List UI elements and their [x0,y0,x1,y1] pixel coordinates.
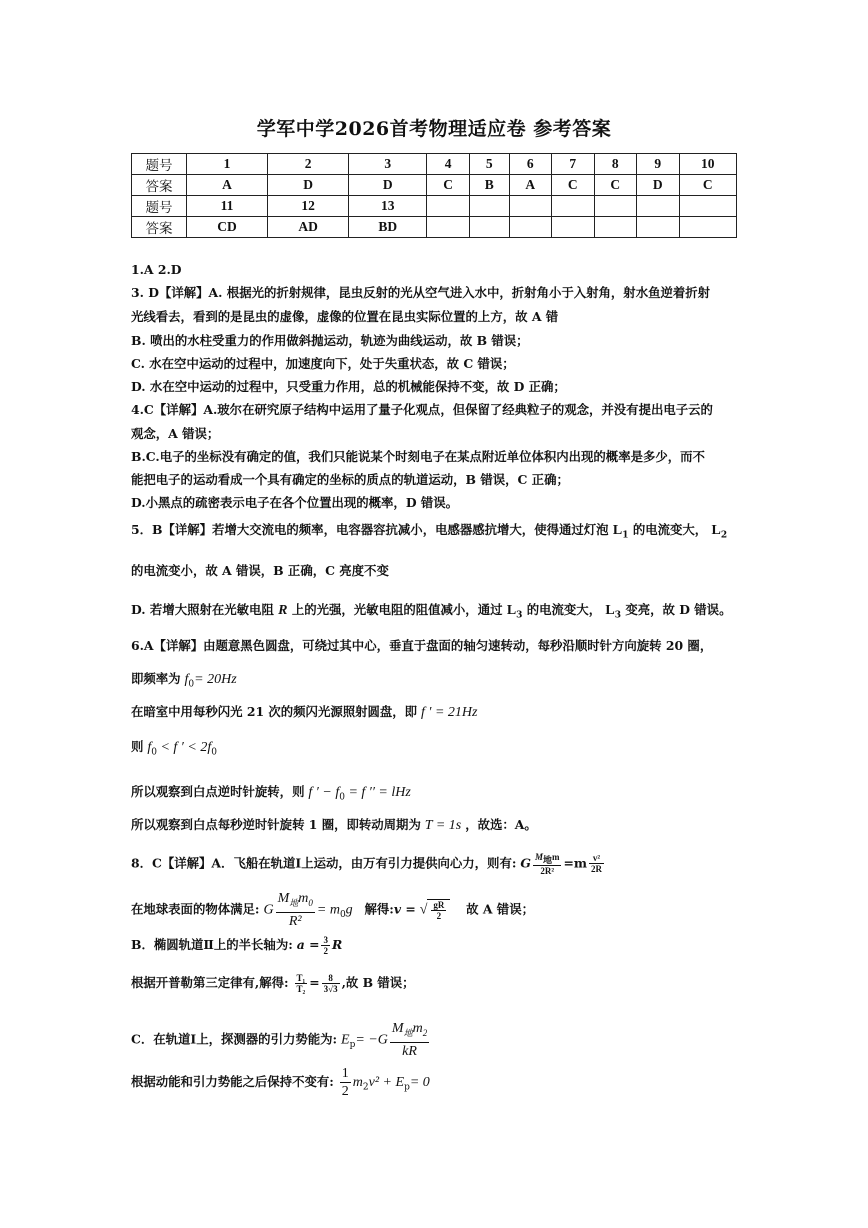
answer-table-row [132,196,737,217]
answer-table-header-cell: 答案 [132,217,187,238]
answer-table-row [132,154,737,175]
q4-line-3: B.C.电子的坐标没有确定的值，我们只能说某个时刻电子在某点附近单位体积内出现的概率是多少，而不 [131,449,705,464]
q3-line-d: D. 水在空中运动的过程中，只受重力作用，总的机械能保持不变，故 D 正确； [131,379,566,394]
q8-line-4: 根据开普勒第三定律有,解得: $\frac{\text{T₁}}{\text{T₂}}$ = $\frac{8}{3√3}$ ,故 B 错误； [131,973,415,994]
answer-table-cell: D [349,175,427,196]
answer-table-cell: D [637,175,680,196]
answer-table-cell [509,217,552,238]
answer-table-cell: C [427,175,470,196]
answer-table-cell: 8 [594,154,637,175]
answer-table-cell [469,217,509,238]
answer-table-cell: C [594,175,637,196]
answer-table-cell: 4 [427,154,470,175]
answer-table-cell [594,217,637,238]
q5-line-1: 5．B【详解】若增大交流电的频率，电容器容抗减小，电感器感抗增大，使得通过灯泡 $L_1$ 的电流变大， $L_2$ [131,522,728,541]
answer-table-cell: 2 [268,154,349,175]
q8-line-6: 根据动能和引力势能之后保持不变有: $\frac{1}{2}$ $m_2v^2 + E_p= 0$ [131,1066,430,1099]
q6-line-5: 所以观察到白点逆时针旋转，则 f ′ − $f_0 = f$ ′′ = lHz [131,784,411,803]
answer-table-cell: 5 [469,154,509,175]
answer-table-cell: CD [187,217,268,238]
answer-table-cell [427,196,470,217]
answer-table-cell [594,196,637,217]
answer-table-cell: 13 [349,196,427,217]
q3-line-1: 3. D【详解】A. 根据光的折射规律，昆虫反射的光从空气进入水中，折射角小于入射角，射水鱼逆着折射 [131,285,711,300]
answer-table-cell [552,196,595,217]
answer-table-cell: 10 [679,154,736,175]
answer-table-cell: 1 [187,154,268,175]
answer-table-cell [679,196,736,217]
page-title: 学军中学2026首考物理适应卷 参考答案 [256,118,612,140]
q6-line-2: 即频率为 $f_0= 20Hz$ [131,671,237,690]
q4-line-4: 能把电子的运动看成一个具有确定的坐标的质点的轨道运动，B 错误，C 正确； [131,472,569,487]
answer-table-cell: A [187,175,268,196]
answer-table-cell [469,196,509,217]
answer-table-cell: 3 [349,154,427,175]
q4-line-1: 4.C【详解】A.玻尔在研究原子结构中运用了量子化观点，但保留了经典粒子的观念，并没有提出电子云的 [131,402,713,417]
answer-1-2: 1.A 2.D [131,262,182,277]
q3-line-b: B. 喷出的水柱受重力的作用做斜抛运动，轨迹为曲线运动，故 B 错误； [131,333,529,348]
answer-table-cell: 7 [552,154,595,175]
q5-line-3: D. 若增大照射在光敏电阻 R 上的光强，光敏电阻的阻值减小，通过 $L_3$ 的电流变大， $L_3$ 变亮，故 D 错误。 [131,602,732,621]
q4-line-5: D.小黑点的疏密表示电子在各个位置出现的概率，D 错误。 [131,495,459,510]
answer-table-cell: D [268,175,349,196]
answer-table [131,153,737,238]
q8-line-1: 8．C【详解】A．飞船在轨道Ⅰ上运动，由万有引力提供向心力，则有: G $\frac{M_地m}{\text{2R²}}$ =m $\frac{\text{v²}}{2R}$ [131,852,602,876]
q4-line-2: 观念，A 错误； [131,426,220,441]
answer-table-cell: C [552,175,595,196]
answer-table-cell [637,217,680,238]
answer-table-cell [427,217,470,238]
answer-table-cell: 6 [509,154,552,175]
answer-table-cell: C [679,175,736,196]
q8-line-2: 在地球表面的物体满足: G $\frac{M_地m_0}{\text{R²}}$ = $m_0g$ 解得:v = √ $\frac{gR}{2}$ 故 A 错误； [131,891,534,929]
answer-table-cell: A [509,175,552,196]
answer-table-cell: B [469,175,509,196]
answer-table-cell [509,196,552,217]
q6-line-6: 所以观察到白点每秒逆时针旋转 1 圈，即转动周期为 T = 1s ，故选：A。 [131,817,537,833]
answer-table-cell: BD [349,217,427,238]
answer-table-header-cell: 题号 [132,196,187,217]
answer-table-header-cell: 答案 [132,175,187,196]
answer-table-row [132,175,737,196]
q8-line-3: B．椭圆轨道Ⅱ上的半长轴为: a = $\frac{3}{2}$ R [131,935,343,956]
answer-table-cell: 9 [637,154,680,175]
answer-table-cell: AD [268,217,349,238]
answer-table-cell [637,196,680,217]
answer-table-cell [679,217,736,238]
answer-table-header-cell: 题号 [132,154,187,175]
answer-table-cell [552,217,595,238]
q5-line-2: 的电流变小，故 A 错误，B 正确，C 亮度不变 [131,563,389,578]
q3-line-2: 光线看去，看到的是昆虫的虚像，虚像的位置在昆虫实际位置的上方，故 A 错 [131,309,559,324]
q6-line-3: 在暗室中用每秒闪光 21 次的频闪光源照射圆盘，即 f ′ = 21Hz [131,704,478,720]
answer-table-cell: 11 [187,196,268,217]
q8-line-5: C．在轨道Ⅰ上，探测器的引力势能为: $E_p= -G$ $\frac{M_地m_2}{kR}$ [131,1021,428,1059]
q6-line-1: 6.A【详解】由题意黑色圆盘，可绕过其中心，垂直于盘面的轴匀速转动，每秒沿顺时针方向旋转 20 圈， [131,638,713,653]
answer-table-cell: 12 [268,196,349,217]
answer-table-row [132,217,737,238]
q6-line-4: 则 $f_0 < f$ ′ < $2f_0$ [131,739,217,758]
q3-line-c: C. 水在空中运动的过程中，加速度向下，处于失重状态，故 C 错误； [131,356,515,371]
